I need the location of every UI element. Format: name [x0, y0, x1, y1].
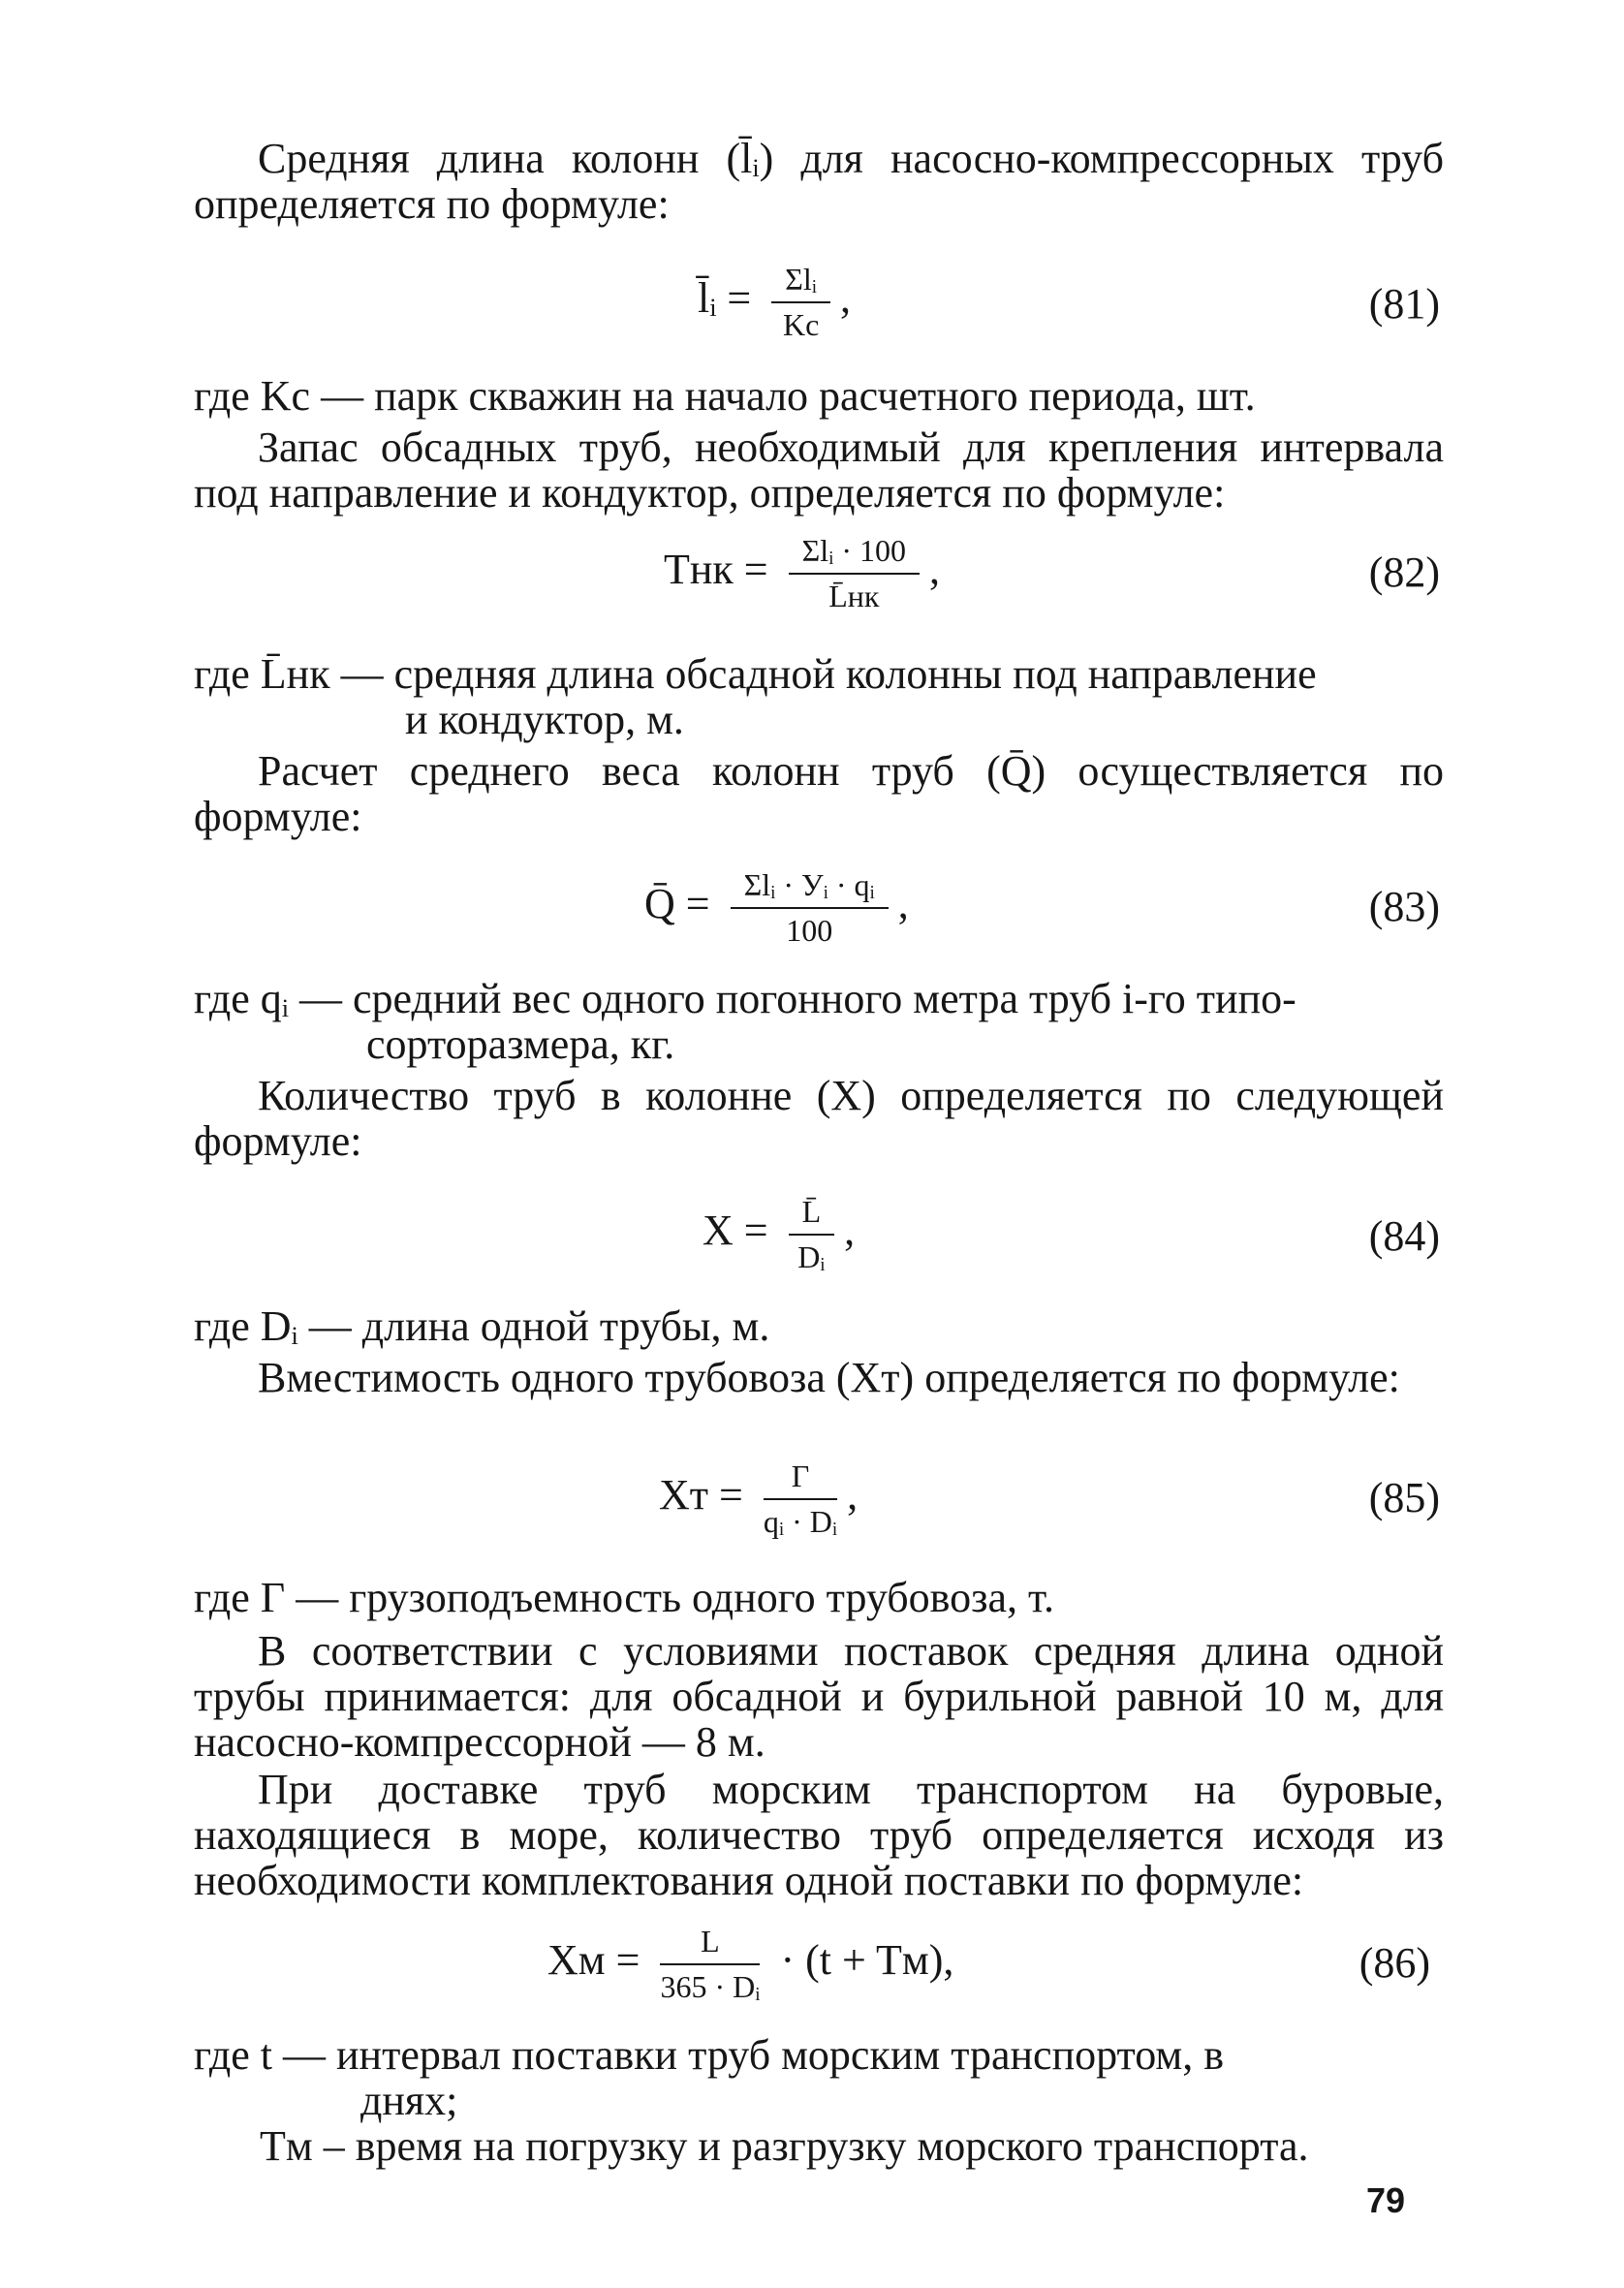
formula-85: Xт = $\frac{Г}{\text{qᵢ · Dᵢ}}$ ,	[659, 1458, 859, 1539]
equation-number-84: (84)	[1368, 1212, 1440, 1260]
paragraph-4: Количество труб в колонне (X) определяется по следующей формуле:	[194, 1072, 1444, 1165]
where-85: где Г — грузоподъемность одного трубовоза, т.	[194, 1574, 1054, 1621]
formula-81: l̄ᵢ = $\frac{\text{Σlᵢ}}{Kc}$ ,	[698, 262, 851, 342]
paragraph-5: Вместимость одного трубовоза (Xт) определяется по формуле:	[258, 1354, 1400, 1401]
where-84: где Dᵢ — длина одной трубы, м.	[194, 1302, 770, 1350]
equation-number-81: (81)	[1368, 280, 1440, 328]
paragraph-6: В соответствии с условиями поставок средняя длина одной трубы принимается: для обсадной и бурильной равной 10 м, для насосно-компрессорной — 8 м.	[194, 1627, 1444, 1766]
formula-86: Xм = $\frac{L}{\text{365 · Dᵢ}}$ · (t + Tм),	[547, 1924, 954, 2004]
equation-number-83: (83)	[1368, 883, 1440, 930]
paragraph-1: Средняя длина колонн (l̄ᵢ) для насосно-компрессорных труб определяется по формуле:	[194, 135, 1444, 228]
formula-83: Q̄ = $\frac{\text{Σlᵢ · Уᵢ · qᵢ}}{100}$ ,	[644, 867, 909, 948]
equation-number-82: (82)	[1368, 548, 1440, 596]
equation-number-86: (86)	[1359, 1939, 1430, 1987]
page-number: 79	[1366, 2180, 1406, 2220]
formula-82: Tнк = $\frac{\text{Σlᵢ · 100}}{L̄нк}$ ,	[664, 533, 941, 613]
formula-84: X = $\frac{L̄}{\text{Dᵢ}}$ ,	[703, 1194, 856, 1274]
equation-number-85: (85)	[1368, 1474, 1440, 1521]
where-82-line-2: и кондуктор, м.	[405, 696, 684, 743]
where-86-line-3: Tм – время на погрузку и разгрузку морского транспорта.	[260, 2122, 1309, 2170]
where-82-line-1: где L̄нк — средняя длина обсадной колонны под направление	[194, 650, 1317, 698]
where-86-line-1: где t — интервал поставки труб морским транспортом, в	[194, 2031, 1224, 2079]
paragraph-2: Запас обсадных труб, необходимый для крепления интервала под направление и кондуктор, определяется по формуле:	[194, 423, 1444, 517]
where-86-line-2: днях;	[360, 2077, 458, 2124]
paragraph-7: При доставке труб морским транспортом на буровые, находящиеся в море, количество труб определяется исходя из необходимости комплектования одной поставки по формуле:	[194, 1766, 1444, 1904]
where-81: где Kс — парк скважин на начало расчетного периода, шт.	[194, 372, 1256, 420]
where-83-line-1: где qᵢ — средний вес одного погонного метра труб i-го типо-	[194, 975, 1296, 1022]
paragraph-3: Расчет среднего веса колонн труб (Q̄) осуществляется по формуле:	[194, 747, 1444, 840]
where-83-line-2: сорторазмера, кг.	[366, 1020, 675, 1068]
